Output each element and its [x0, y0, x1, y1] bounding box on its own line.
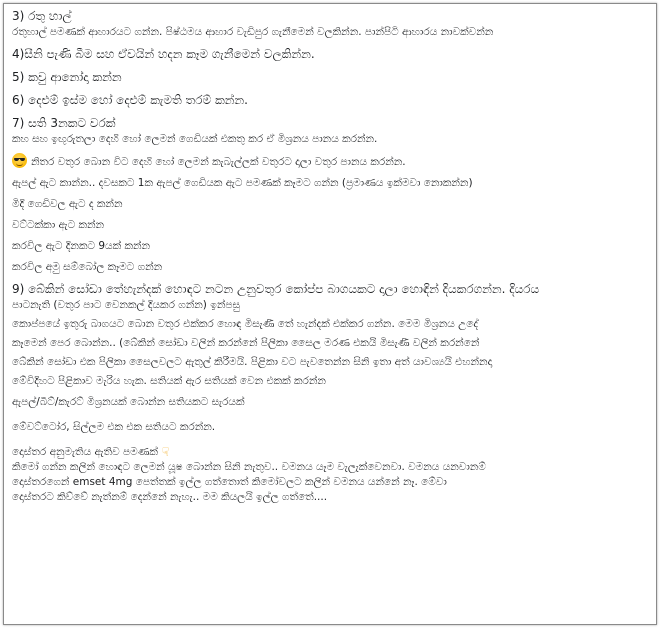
section-9-line: මේවිදිහට පිළිකාව මැරිය හැක. සතියක් ඇර සතියක් වෙන එකක් කරන්න — [12, 375, 326, 387]
section-9 — [12, 281, 648, 389]
cycle-line: මේවට්ටෝර, සිල්ලම එක එක සතියට කරන්න. — [12, 421, 216, 433]
post-body — [12, 8, 648, 505]
water-line-text: නිතර වතුර බොන විට දෙහි හෝ ලෙමන් කැබැල්ලක් වතුරට දාලා වතුර පානය කරන්න. — [31, 156, 406, 168]
section-9-line: කෑමෙන් පෙර බොන්න.. (බේකින් සෝඩා වලින් කරන්නේ පිලිකා සෛල මරණ එකයි මිසැණී වලින් කරන්නේ — [12, 337, 480, 349]
section-9-line: පාටනැති (වතුර පාට වෙනකල් දියකර ගන්න) ඉන්පසු — [12, 299, 241, 311]
section-3-heading: 3) රතු හාල් — [12, 9, 72, 23]
water-line — [12, 153, 648, 170]
pointing-down-hand-icon: ☟ — [161, 445, 170, 459]
juice-line: ඇපල්/බීට්/කැරට් මිශ්‍රනයක් බොන්න සතියකට සැරයක් — [12, 396, 245, 408]
section-5-heading: 5) කවු ආනෝදා කන්න — [12, 70, 122, 84]
section-7-heading: 7) සති 3නකට වරක් — [12, 116, 116, 130]
doctor-heading-text: දොස්තර අනුමැතිය ඇතිව පමණක් — [12, 446, 158, 458]
section-6-heading: 6) දෙළුම් ඉස්ම හෝ දෙළුම් කැමති තරම් කන්න. — [12, 93, 248, 107]
section-4-heading: 4)සීනි පැණි බීම සහ ඒවයින් හදන කෑම ගැනීමෙන් වලකින්න. — [12, 47, 315, 61]
section-7-text: කහ සහ ඉඟුරුතලා දෙහි හෝ ලෙමන් ගෙඩියක් එකතු කර ඒ මිශ්‍රනය පානය කරන්න. — [12, 133, 378, 145]
doctor-line: දොස්තරට කිව්වේ නැත්නම් දෙන්නේ නැහැ.. මම කියලයි ඉල්ල ගත්තේ.... — [12, 491, 328, 503]
section-9-line: බේකින් සෝඩා එක පිලිකා සෛලවලට ඇතුල් කිරීමයි. පිළිකා වට පැවතෙන්න සිනි ඉතා අත් යාවශ්‍යයි එහන්නදා — [12, 356, 493, 368]
section-3-text: රතුහාල් පමණක් ආහාරයට ගන්න. පිෂ්ඨමය ආහාර වැඩිපුර ගැනීමෙන් වලකින්න. පාන්පිටි ආහාරය නාවක්වන්න — [12, 26, 494, 38]
section-9-line: 9) බේකින් සෝඩා තේහැන්දක් හොඳට නටන උනුවතුර කෝප්ප බාගයකට දාලා හොඳින් දියකරගන්න. දියරය — [12, 282, 540, 296]
grape-seed-line: මිදි ගෙඩිවල ඇට ද කන්න — [12, 198, 123, 210]
pumpkin-seed-line: වට්ටක්කා ඇට කන්න — [12, 219, 105, 231]
bitter-gourd-sambol-line: කරවිල අමු සම්බෝල කෑමට ගන්න — [12, 261, 163, 273]
doctor-heading — [12, 445, 648, 460]
bitter-gourd-seed-line: කරවිල ඇට දිනකට 9යක් කන්න — [12, 240, 151, 252]
doctor-line: කිමෝ ගන්න කලින් හොඳට ලෙමන් යූෂ බොන්න සිනි නැතුව.. වමනය යෑම වැලැක්වෙනවා. වමනය යනවානම් — [12, 461, 486, 473]
cool-sunglasses-emoji-icon — [12, 153, 27, 168]
apple-line: ඇපල් ඇට කාන්න.. දවසකට 1ක ඇපල් ගෙඩියක ඇට පමණක් කෑමට ගන්න (ප්‍රමාණය ඉක්මවා නොකන්න) — [12, 177, 473, 189]
post-frame — [3, 3, 657, 625]
section-9-line: කොප්පයේ ඉතුරු බාගයට බොන වතුර එක්කර හොඳ මිසැණී තේ හැන්දක් එක්කර ගන්න. මෙම මිශ්‍රනය උදේ — [12, 318, 479, 330]
doctor-line: දොස්තරගෙන් emset 4mg පෙත්තක් ඉල්ල ගත්තොත් කිමෝවලට කලින් වමනය යන්නේ නෑ. මේවා — [12, 476, 447, 488]
